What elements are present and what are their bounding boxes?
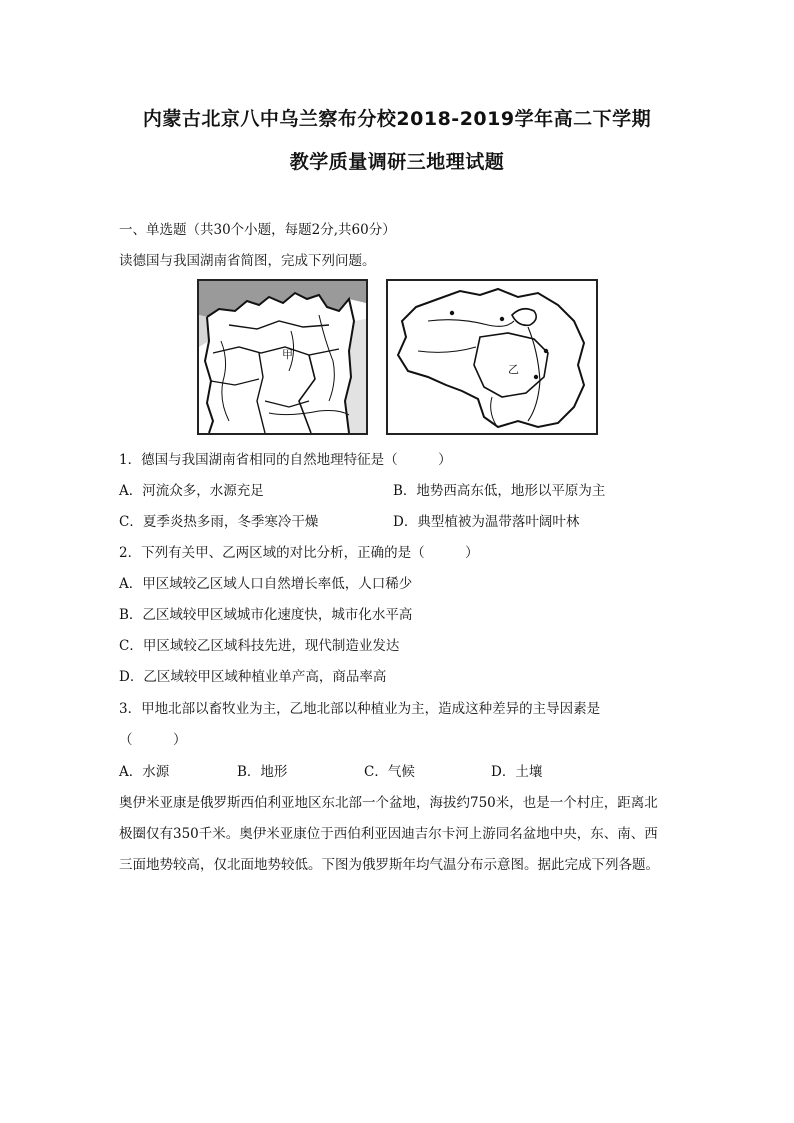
germany-map bbox=[197, 279, 368, 435]
question-3-option-d[interactable]: D．土壤 bbox=[491, 764, 543, 780]
section-intro: 读德国与我国湖南省简图，完成下列问题。 bbox=[119, 253, 376, 269]
section-heading: 一、单选题（共30个小题，每题2分,共60分） bbox=[119, 222, 396, 238]
question-2-option-a[interactable]: A．甲区域较乙区域人口自然增长率低，人口稀少 bbox=[119, 576, 413, 592]
question-1-option-a[interactable]: A．河流众多，水源充足 bbox=[119, 483, 264, 499]
question-1-option-b[interactable]: B．地势西高东低，地形以平原为主 bbox=[393, 483, 606, 499]
question-3-stem-cont: （ ） bbox=[119, 732, 187, 748]
passage-line-2: 极圈仅有350千米。奥伊米亚康位于西伯利亚因迪吉尔卡河上游同名盆地中央，东、南、西 bbox=[119, 826, 658, 842]
question-3-option-b[interactable]: B．地形 bbox=[237, 764, 288, 780]
hunan-map-drawing bbox=[388, 281, 596, 433]
question-2-stem: 2．下列有关甲、乙两区域的对比分析，正确的是（ ） bbox=[119, 545, 479, 561]
question-1-option-c[interactable]: C．夏季炎热多雨，冬季寒冷干燥 bbox=[119, 514, 319, 530]
question-3-stem: 3．甲地北部以畜牧业为主，乙地北部以种植业为主，造成这种差异的主导因素是 bbox=[119, 701, 601, 717]
hunan-region-label: 乙 bbox=[508, 363, 519, 376]
exam-title-line1: 内蒙古北京八中乌兰察布分校2018-2019学年高二下学期 bbox=[142, 108, 652, 130]
exam-title-line2: 教学质量调研三地理试题 bbox=[289, 151, 505, 173]
question-2-option-d[interactable]: D．乙区域较甲区域种植业单产高，商品率高 bbox=[119, 669, 387, 685]
passage-line-3: 三面地势较高，仅北面地势较低。下图为俄罗斯年均气温分布示意图。据此完成下列各题。 bbox=[119, 857, 659, 873]
question-2-option-b[interactable]: B．乙区域较甲区域城市化速度快，城市化水平高 bbox=[119, 607, 413, 623]
germany-region-label: 甲 bbox=[282, 348, 293, 361]
question-3-option-a[interactable]: A．水源 bbox=[119, 764, 170, 780]
question-3-option-c[interactable]: C．气候 bbox=[364, 764, 415, 780]
question-1-option-d[interactable]: D．典型植被为温带落叶阔叶林 bbox=[393, 514, 580, 530]
passage-line-1: 奥伊米亚康是俄罗斯西伯利亚地区东北部一个盆地，海拔约750米，也是一个村庄，距离北 bbox=[119, 795, 658, 811]
hunan-map bbox=[386, 279, 598, 435]
question-2-option-c[interactable]: C．甲区域较乙区域科技先进，现代制造业发达 bbox=[119, 638, 400, 654]
question-1-stem: 1．德国与我国湖南省相同的自然地理特征是（ ） bbox=[119, 452, 452, 468]
